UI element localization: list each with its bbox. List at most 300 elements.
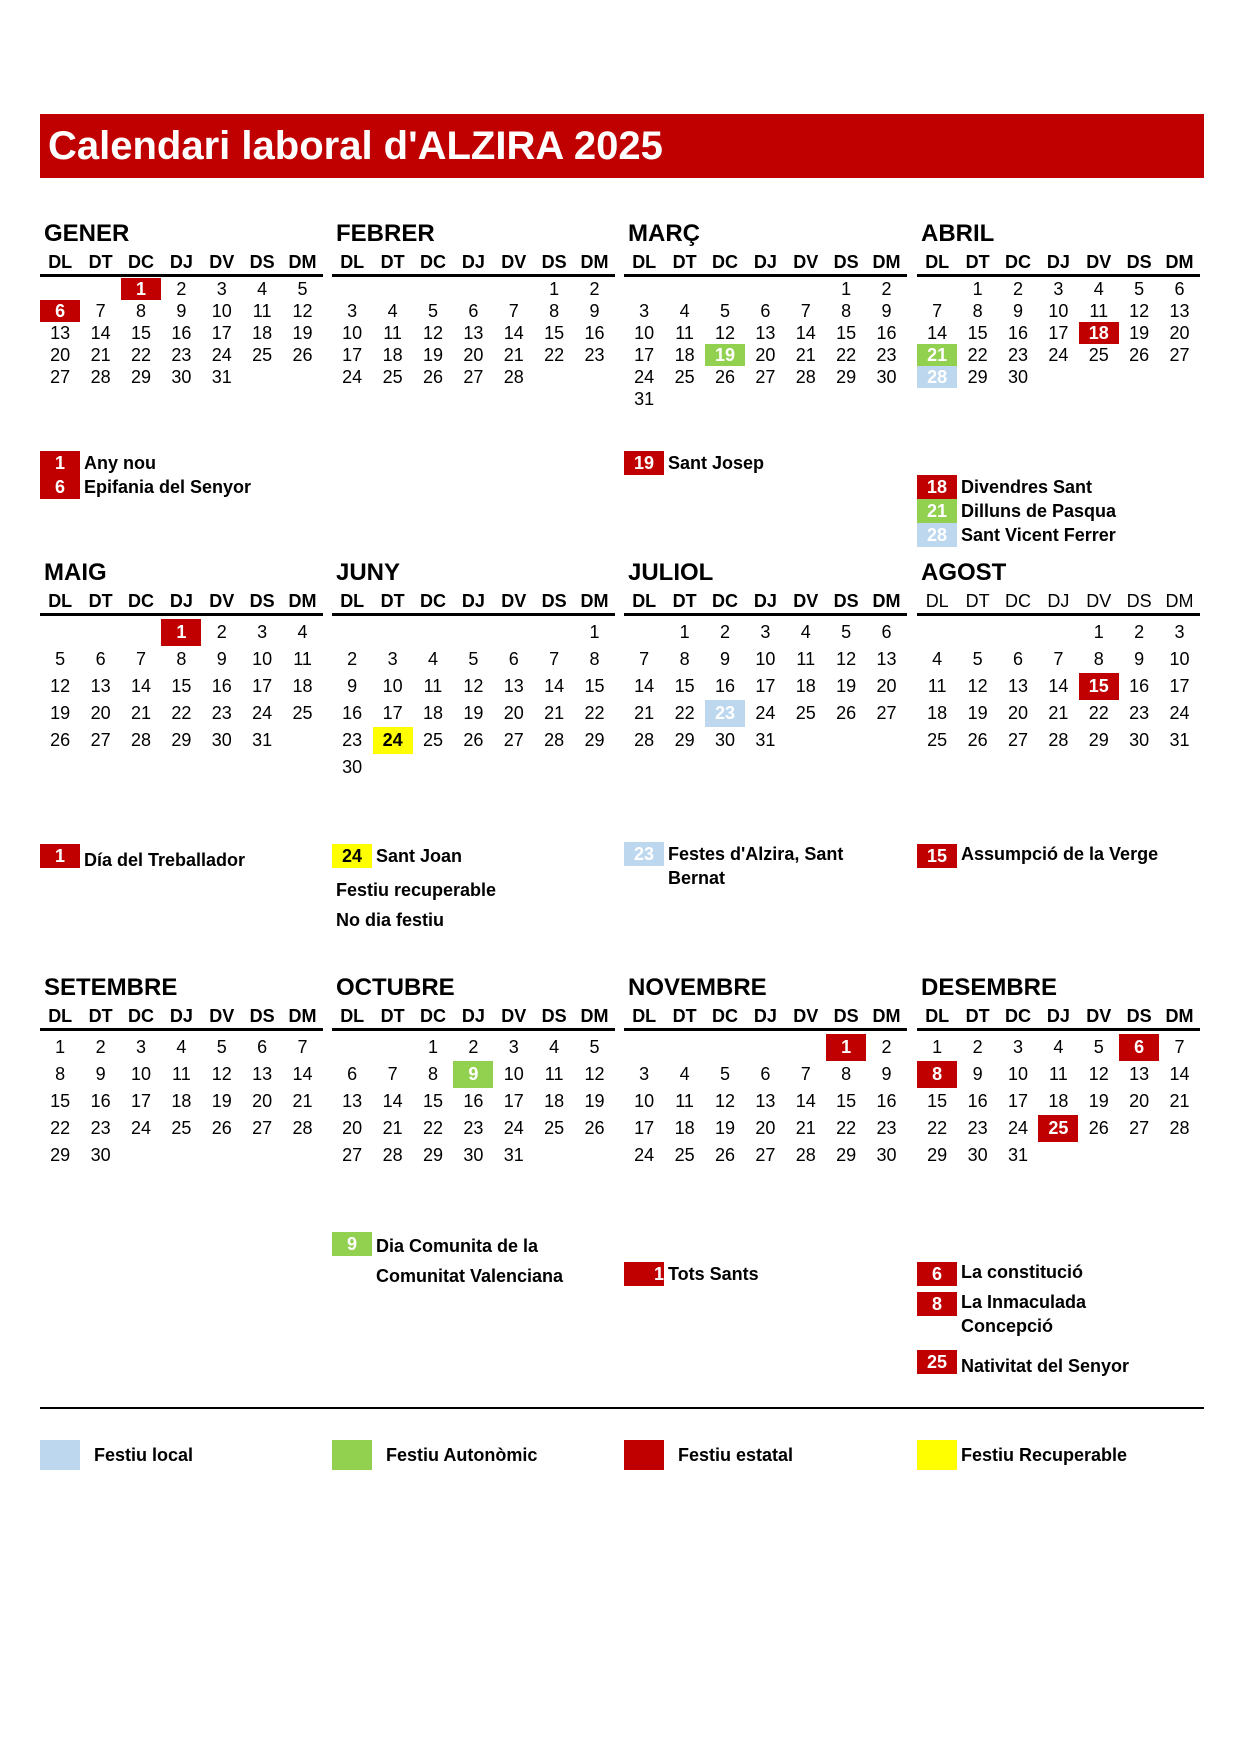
day-cell <box>202 619 242 646</box>
day-number: 17 <box>252 676 273 696</box>
day-cell <box>957 300 997 322</box>
day-number: 20 <box>342 1118 363 1138</box>
day-number: 1 <box>427 1037 438 1057</box>
day-cell <box>413 300 453 322</box>
weekday-label: DJ <box>1046 252 1070 272</box>
day-number: 29 <box>927 1145 948 1165</box>
legend-swatch <box>917 1440 957 1470</box>
day-number: 12 <box>1088 1064 1109 1084</box>
day-cell <box>664 344 704 366</box>
day-cell <box>574 1061 614 1088</box>
day-number: 30 <box>1129 730 1150 750</box>
day-cell <box>826 1034 866 1061</box>
day-cell <box>202 344 242 366</box>
day-cell <box>40 1034 80 1061</box>
empty-cell <box>40 278 80 300</box>
day-number: 8 <box>549 301 560 321</box>
day-number: 20 <box>90 703 111 723</box>
day-number: 25 <box>1088 345 1109 365</box>
day-number: 3 <box>347 301 358 321</box>
day-number: 11 <box>796 649 816 669</box>
day-number: 17 <box>211 323 232 343</box>
day-number: 1 <box>841 279 852 299</box>
day-cell <box>826 344 866 366</box>
day-cell <box>372 700 412 727</box>
day-cell <box>202 700 242 727</box>
day-cell <box>1079 1034 1119 1061</box>
note-juliol-23 <box>624 842 874 890</box>
day-number: 13 <box>90 676 111 696</box>
day-number: 17 <box>342 345 363 365</box>
day-cell <box>1159 1115 1199 1142</box>
day-cell <box>413 344 453 366</box>
weekday-label: DM <box>580 1006 609 1026</box>
weekday-label: DS <box>1126 591 1152 611</box>
day-number: 20 <box>755 1118 776 1138</box>
day-number: 1 <box>972 279 983 299</box>
day-number: 2 <box>972 1037 983 1057</box>
month-name: AGOST <box>921 559 1007 586</box>
day-number: 3 <box>760 622 771 642</box>
day-number: 7 <box>387 1064 398 1084</box>
day-cell <box>332 322 372 344</box>
holiday-label: Festes d'Alzira, Sant Bernat <box>668 844 844 888</box>
day-number: 14 <box>90 323 111 343</box>
day-cell <box>40 673 80 700</box>
day-number: 11 <box>293 649 312 669</box>
day-cell <box>866 1034 906 1061</box>
day-cell <box>453 673 493 700</box>
month-febrer <box>332 218 615 388</box>
day-number: 20 <box>755 345 776 365</box>
weekday-label: DC <box>1004 591 1031 611</box>
day-number: 6 <box>760 301 771 321</box>
day-cell <box>664 619 704 646</box>
day-number: 15 <box>927 1091 948 1111</box>
weekday-header <box>332 1004 615 1031</box>
day-cell <box>372 300 412 322</box>
day-cell <box>413 700 453 727</box>
day-number: 27 <box>50 367 71 387</box>
day-number: 21 <box>795 1118 816 1138</box>
day-cell <box>1159 619 1199 646</box>
day-number: 11 <box>1049 1064 1068 1084</box>
day-number: 25 <box>292 703 313 723</box>
note-gener-6 <box>40 475 251 499</box>
day-number: 9 <box>881 1064 892 1084</box>
day-number: 15 <box>50 1091 71 1111</box>
day-cell <box>534 278 574 300</box>
legend-swatch <box>624 1440 664 1470</box>
weekday-label: DJ <box>753 591 777 611</box>
day-cell <box>786 700 826 727</box>
day-number: 13 <box>342 1091 363 1111</box>
day-cell <box>1119 278 1159 300</box>
day-number: 16 <box>463 1091 484 1111</box>
day-cell <box>574 344 614 366</box>
day-number: 28 <box>90 367 111 387</box>
day-cell <box>242 619 282 646</box>
day-number: 29 <box>171 730 192 750</box>
day-number: 25 <box>795 703 816 723</box>
day-cell <box>1159 1034 1199 1061</box>
day-number: 5 <box>216 1037 227 1057</box>
holiday-day-box: 23 <box>624 842 664 866</box>
weekday-label: DL <box>632 252 657 272</box>
weekday-label: DT <box>88 252 113 272</box>
day-cell <box>413 1142 453 1169</box>
day-number: 26 <box>584 1118 605 1138</box>
day-cell <box>534 1034 574 1061</box>
day-number: 4 <box>1053 1037 1064 1057</box>
day-cell <box>332 646 372 673</box>
day-cell <box>161 366 201 388</box>
day-cell <box>80 366 120 388</box>
day-number: 27 <box>463 367 484 387</box>
holiday-day-box: 15 <box>917 844 957 868</box>
day-number: 30 <box>967 1145 988 1165</box>
day-cell <box>161 278 201 300</box>
day-number: 7 <box>800 1064 811 1084</box>
day-number: 13 <box>755 1091 776 1111</box>
day-cell <box>80 1142 120 1169</box>
day-cell <box>786 300 826 322</box>
day-number: 18 <box>795 676 816 696</box>
day-number: 26 <box>836 703 857 723</box>
day-cell <box>917 673 957 700</box>
day-number: 2 <box>719 622 730 642</box>
day-number: 11 <box>1089 301 1109 321</box>
day-number: 11 <box>675 1091 694 1111</box>
weekday-label: DC <box>1004 252 1031 272</box>
day-number: 27 <box>1007 730 1028 750</box>
weekday-label: DJ <box>461 252 485 272</box>
day-cell <box>242 344 282 366</box>
weekday-label: DV <box>501 591 527 611</box>
day-cell <box>786 366 826 388</box>
day-cell <box>826 700 866 727</box>
note-agost-15 <box>917 842 1158 868</box>
day-number: 15 <box>544 323 565 343</box>
days-grid <box>917 619 1200 754</box>
day-cell <box>161 727 201 754</box>
day-number: 26 <box>1129 345 1150 365</box>
day-cell <box>705 619 745 646</box>
day-number: 7 <box>508 301 519 321</box>
day-cell <box>1038 322 1078 344</box>
day-number: 12 <box>1129 301 1150 321</box>
day-cell <box>494 322 534 344</box>
day-number: 7 <box>549 649 560 669</box>
day-number: 2 <box>347 649 358 669</box>
day-number: 27 <box>876 703 897 723</box>
day-cell <box>202 646 242 673</box>
day-cell <box>161 1061 201 1088</box>
day-number: 14 <box>130 676 151 696</box>
empty-cell <box>332 1034 372 1061</box>
day-cell <box>242 646 282 673</box>
day-cell <box>1159 322 1199 344</box>
day-cell <box>494 700 534 727</box>
weekday-label: DM <box>288 591 317 611</box>
day-cell <box>574 646 614 673</box>
day-cell <box>121 300 161 322</box>
day-cell <box>664 1142 704 1169</box>
day-cell <box>282 1034 322 1061</box>
day-cell <box>957 700 997 727</box>
day-number: 13 <box>876 649 897 669</box>
day-cell <box>80 300 120 322</box>
day-cell <box>745 646 785 673</box>
day-number: 19 <box>50 703 71 723</box>
day-cell <box>121 700 161 727</box>
day-cell <box>917 727 957 754</box>
day-number: 17 <box>503 1091 524 1111</box>
day-number: 12 <box>422 323 443 343</box>
empty-cell <box>705 278 745 300</box>
holiday-label: Dia Comunita de la Comunitat Valenciana <box>376 1236 564 1286</box>
day-cell <box>534 1088 574 1115</box>
day-cell <box>1079 300 1119 322</box>
juny-extra-2: No dia festiu <box>336 910 445 930</box>
day-cell <box>957 1061 997 1088</box>
day-cell <box>161 300 201 322</box>
day-number: 22 <box>836 1118 857 1138</box>
day-number: 18 <box>252 323 273 343</box>
day-cell <box>826 646 866 673</box>
day-cell <box>202 1088 242 1115</box>
day-number: 5 <box>468 649 479 669</box>
day-cell <box>624 344 664 366</box>
day-number: 27 <box>342 1145 363 1165</box>
day-number: 6 <box>95 649 106 669</box>
day-number: 25 <box>544 1118 565 1138</box>
day-cell <box>1159 300 1199 322</box>
day-number: 24 <box>373 727 413 754</box>
day-number: 5 <box>297 279 308 299</box>
day-number: 30 <box>714 730 735 750</box>
holiday-label: Tots Sants <box>668 1264 759 1284</box>
day-number: 24 <box>1048 345 1069 365</box>
weekday-label: DS <box>1126 252 1152 272</box>
day-number: 14 <box>382 1091 403 1111</box>
day-cell <box>866 1088 906 1115</box>
day-number: 19 <box>584 1091 605 1111</box>
day-cell <box>282 278 322 300</box>
day-cell <box>1079 646 1119 673</box>
day-cell <box>1038 700 1078 727</box>
day-number: 29 <box>836 367 857 387</box>
day-cell <box>1038 727 1078 754</box>
day-number: 8 <box>841 1064 852 1084</box>
day-cell <box>80 1115 120 1142</box>
day-number: 28 <box>1169 1118 1190 1138</box>
day-cell <box>40 727 80 754</box>
day-cell <box>1038 300 1078 322</box>
month-name: NOVEMBRE <box>628 974 767 1001</box>
empty-cell <box>494 619 534 646</box>
day-cell <box>574 673 614 700</box>
day-number: 22 <box>544 345 565 365</box>
day-cell <box>121 1115 161 1142</box>
day-cell <box>917 344 957 366</box>
day-number: 22 <box>1088 703 1109 723</box>
day-cell <box>202 366 242 388</box>
day-number: 1 <box>679 622 690 642</box>
day-cell <box>957 673 997 700</box>
day-number: 16 <box>876 1091 897 1111</box>
day-number: 30 <box>90 1145 111 1165</box>
weekday-label: DV <box>1086 591 1112 611</box>
day-number: 11 <box>675 323 694 343</box>
holiday-day-box: 18 <box>917 475 957 499</box>
day-number: 4 <box>257 279 268 299</box>
day-cell <box>574 1115 614 1142</box>
day-number: 20 <box>503 703 524 723</box>
day-cell <box>372 727 412 754</box>
day-number: 14 <box>1169 1064 1190 1084</box>
day-number: 10 <box>1007 1064 1028 1084</box>
day-number: 15 <box>171 676 192 696</box>
empty-cell <box>957 619 997 646</box>
weekday-label: DT <box>88 591 113 611</box>
weekday-label: DJ <box>753 1006 777 1026</box>
day-number: 12 <box>714 1091 735 1111</box>
month-name: SETEMBRE <box>44 974 178 1001</box>
day-cell <box>453 322 493 344</box>
day-cell <box>453 1061 493 1088</box>
day-cell <box>1159 673 1199 700</box>
day-cell <box>866 1142 906 1169</box>
day-number: 8 <box>679 649 690 669</box>
day-cell <box>40 1088 80 1115</box>
day-number: 24 <box>634 1145 655 1165</box>
day-number: 6 <box>257 1037 268 1057</box>
day-cell <box>534 700 574 727</box>
weekday-label: DL <box>48 591 73 611</box>
day-number: 16 <box>90 1091 111 1111</box>
day-cell <box>957 322 997 344</box>
day-cell <box>453 344 493 366</box>
day-cell <box>1119 619 1159 646</box>
day-number: 18 <box>674 1118 695 1138</box>
day-cell <box>624 322 664 344</box>
holiday-day-box: 1 <box>624 1262 664 1286</box>
day-number: 12 <box>714 323 735 343</box>
day-number: 25 <box>252 345 273 365</box>
holiday-label: Nativitat del Senyor <box>961 1356 1130 1376</box>
empty-cell <box>998 619 1038 646</box>
holiday-label: Día del Treballador <box>84 850 246 870</box>
day-cell <box>494 1088 534 1115</box>
day-cell <box>1119 700 1159 727</box>
day-number: 10 <box>252 649 273 669</box>
day-number: 29 <box>584 730 605 750</box>
day-cell <box>1119 673 1159 700</box>
weekday-label: DT <box>672 252 697 272</box>
juny-extra-1: Festiu recuperable <box>336 880 497 900</box>
day-number: 13 <box>1129 1064 1150 1084</box>
day-number: 29 <box>50 1145 71 1165</box>
days-grid <box>917 1034 1200 1169</box>
day-cell <box>957 366 997 388</box>
day-number: 1 <box>932 1037 943 1057</box>
day-cell <box>1159 727 1199 754</box>
day-cell <box>453 300 493 322</box>
weekday-header <box>40 1004 323 1031</box>
day-number: 29 <box>1088 730 1109 750</box>
weekday-label: DC <box>419 591 446 611</box>
day-number: 10 <box>755 649 776 669</box>
legend-label: Festiu Autonòmic <box>386 1444 538 1465</box>
day-cell <box>413 646 453 673</box>
legend-label: Festiu local <box>94 1444 194 1465</box>
day-number: 31 <box>211 367 232 387</box>
day-number: 21 <box>544 703 565 723</box>
day-cell <box>664 322 704 344</box>
day-cell <box>534 322 574 344</box>
days-grid <box>40 619 323 754</box>
day-cell <box>1079 700 1119 727</box>
day-number: 17 <box>755 676 776 696</box>
weekday-label: DT <box>672 591 697 611</box>
day-number: 27 <box>1129 1118 1150 1138</box>
day-cell <box>826 278 866 300</box>
month-name: ABRIL <box>921 220 995 247</box>
empty-cell <box>917 278 957 300</box>
weekday-label: DS <box>249 252 275 272</box>
day-number: 23 <box>967 1118 988 1138</box>
day-cell <box>1159 700 1199 727</box>
day-cell <box>40 1142 80 1169</box>
weekday-label: DT <box>965 1006 990 1026</box>
day-cell <box>745 727 785 754</box>
day-number: 7 <box>1053 649 1064 669</box>
day-number: 9 <box>1012 301 1023 321</box>
day-number: 26 <box>714 367 735 387</box>
day-cell <box>242 700 282 727</box>
day-cell <box>80 1088 120 1115</box>
day-number: 23 <box>876 1118 897 1138</box>
legend-recuperable <box>917 1440 1127 1470</box>
empty-cell <box>332 278 372 300</box>
day-number: 22 <box>171 703 192 723</box>
day-cell <box>534 300 574 322</box>
empty-cell <box>413 619 453 646</box>
holiday-label: Sant Vicent Ferrer <box>961 525 1116 545</box>
day-cell <box>332 344 372 366</box>
day-number: 2 <box>176 279 187 299</box>
day-number: 16 <box>211 676 232 696</box>
empty-cell <box>453 619 493 646</box>
day-number: 10 <box>211 301 232 321</box>
day-cell <box>866 1115 906 1142</box>
holiday-label: Assumpció de la Verge <box>961 844 1159 864</box>
day-number: 6 <box>1119 1034 1159 1061</box>
day-cell <box>332 754 372 781</box>
day-cell <box>705 300 745 322</box>
day-number: 12 <box>463 676 484 696</box>
day-cell <box>161 646 201 673</box>
days-grid <box>624 1034 907 1169</box>
day-number: 5 <box>719 301 730 321</box>
day-cell <box>574 278 614 300</box>
day-number: 19 <box>967 703 988 723</box>
days-grid <box>332 1034 615 1169</box>
weekday-label: DL <box>340 1006 365 1026</box>
day-number: 12 <box>292 301 313 321</box>
day-cell <box>80 1061 120 1088</box>
